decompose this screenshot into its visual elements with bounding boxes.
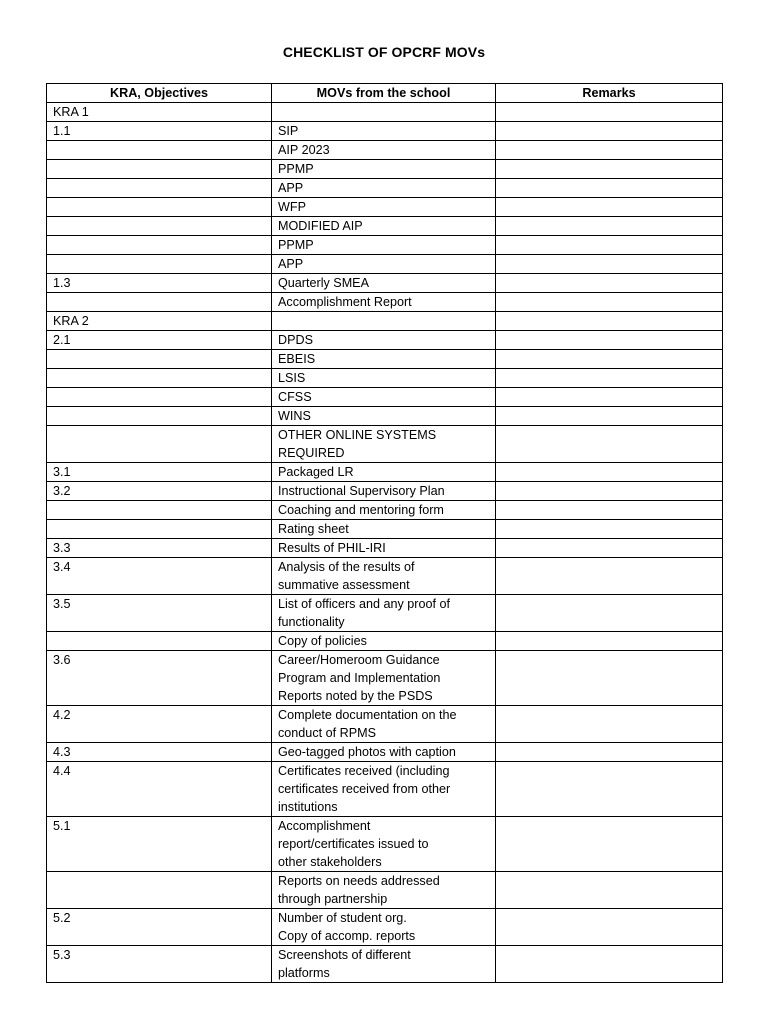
mov-text-line: platforms [278,966,330,980]
mov-cell [272,217,496,236]
remarks-cell [496,236,723,255]
kra-objective-cell: 5.3 [47,946,272,983]
mov-text-line: conduct of RPMS [278,726,376,740]
kra-objective-cell: 4.2 [47,706,272,743]
remarks-cell [496,407,723,426]
mov-text-line: other stakeholders [278,855,382,869]
mov-cell [272,407,496,426]
remarks-cell [496,946,723,983]
mov-cell [272,331,496,350]
remarks-cell [496,103,723,122]
table-row [47,872,723,909]
mov-cell [272,236,496,255]
mov-text-line: Results of PHIL-IRI [278,541,386,555]
kra-objective-cell: 3.4 [47,558,272,595]
mov-cell [272,293,496,312]
mov-text-line: Accomplishment Report [278,295,412,309]
mov-cell [272,179,496,198]
mov-text-line: LSIS [278,371,306,385]
table-row [47,762,723,817]
remarks-cell [496,743,723,762]
table-row [47,817,723,872]
table-row [47,369,723,388]
kra-objective-cell: 3.1 [47,463,272,482]
kra-objective-cell [47,520,272,539]
kra-objective-cell: KRA 2 [47,312,272,331]
table-row [47,160,723,179]
mov-text-line: CFSS [278,390,312,404]
table-header [47,84,723,103]
mov-cell [272,103,496,122]
kra-objective-cell [47,426,272,463]
table-row [47,198,723,217]
remarks-cell [496,651,723,706]
mov-text-line: WINS [278,409,311,423]
mov-cell [272,501,496,520]
kra-objective-cell [47,388,272,407]
mov-text-line: Reports on needs addressed [278,874,440,888]
kra-objective-cell [47,501,272,520]
mov-cell [272,520,496,539]
kra-objective-cell: 3.5 [47,595,272,632]
mov-cell [272,558,496,595]
table-row [47,293,723,312]
mov-text-line: Rating sheet [278,522,349,536]
kra-objective-cell [47,407,272,426]
mov-cell [272,141,496,160]
remarks-cell [496,501,723,520]
mov-text-line: REQUIRED [278,446,345,460]
table-row [47,909,723,946]
mov-cell [272,632,496,651]
mov-text-line: SIP [278,124,299,138]
mov-text-line: AIP 2023 [278,143,330,157]
kra-objective-cell [47,369,272,388]
mov-text-line: Complete documentation on the [278,708,457,722]
remarks-cell [496,558,723,595]
table-row [47,482,723,501]
mov-cell [272,872,496,909]
mov-text-line: APP [278,181,304,195]
kra-objective-cell [47,160,272,179]
kra-objective-cell [47,198,272,217]
remarks-cell [496,312,723,331]
mov-cell [272,198,496,217]
kra-objective-cell: 3.6 [47,651,272,706]
mov-text-line: Geo-tagged photos with caption [278,745,456,759]
mov-cell [272,817,496,872]
table-row [47,407,723,426]
remarks-cell [496,872,723,909]
remarks-cell [496,909,723,946]
mov-cell [272,909,496,946]
header-row [47,84,723,103]
table-row [47,179,723,198]
mov-cell [272,651,496,706]
kra-objective-cell: 3.3 [47,539,272,558]
remarks-cell [496,762,723,817]
mov-text-line: PPMP [278,238,314,252]
mov-cell [272,312,496,331]
kra-objective-cell: 4.4 [47,762,272,817]
table-row [47,312,723,331]
table-row [47,274,723,293]
kra-objective-cell [47,217,272,236]
mov-text-line: Certificates received (including [278,764,450,778]
kra-objective-cell: 5.2 [47,909,272,946]
remarks-cell [496,293,723,312]
remarks-cell [496,426,723,463]
remarks-cell [496,255,723,274]
mov-text-line [278,103,489,121]
mov-text-line: Program and Implementation [278,671,441,685]
kra-objective-cell [47,236,272,255]
mov-text-line: EBEIS [278,352,316,366]
remarks-cell [496,463,723,482]
mov-text-line: Packaged LR [278,465,354,479]
document-title: CHECKLIST OF OPCRF MOVs [282,44,486,60]
table-row [47,426,723,463]
mov-text-line: Instructional Supervisory Plan [278,484,445,498]
mov-cell [272,706,496,743]
remarks-cell [496,331,723,350]
mov-text-line: functionality [278,615,345,629]
remarks-cell [496,706,723,743]
table-row [47,255,723,274]
table-row [47,141,723,160]
mov-text-line: Copy of policies [278,634,367,648]
remarks-cell [496,179,723,198]
table-row [47,122,723,141]
mov-text-line: PPMP [278,162,314,176]
table-body [47,103,723,983]
kra-objective-cell [47,179,272,198]
mov-text-line: Number of student org. [278,911,407,925]
remarks-cell [496,595,723,632]
kra-objective-cell: 3.2 [47,482,272,501]
kra-objective-cell: 4.3 [47,743,272,762]
remarks-cell [496,388,723,407]
mov-text-line: Copy of accomp. reports [278,929,416,943]
mov-text-line [278,312,489,330]
remarks-cell [496,274,723,293]
mov-cell [272,946,496,983]
header-movs: MOVs from the school [272,84,496,103]
mov-cell [272,160,496,179]
table-row [47,706,723,743]
table-row [47,651,723,706]
remarks-cell [496,198,723,217]
mov-text-line: Analysis of the results of [278,560,415,574]
kra-objective-cell: 1.1 [47,122,272,141]
mov-text-line: Accomplishment [278,819,371,833]
mov-cell [272,595,496,632]
mov-cell [272,350,496,369]
mov-text-line: WFP [278,200,306,214]
mov-cell [272,122,496,141]
mov-text-line: Quarterly SMEA [278,276,369,290]
table-row [47,103,723,122]
mov-text-line: Career/Homeroom Guidance [278,653,440,667]
mov-text-line: certificates received from other [278,782,451,796]
mov-text-line: MODIFIED AIP [278,219,363,233]
kra-objective-cell: 2.1 [47,331,272,350]
mov-cell [272,426,496,463]
header-remarks: Remarks [496,84,723,103]
mov-cell [272,743,496,762]
kra-objective-cell: 1.3 [47,274,272,293]
kra-objective-cell [47,350,272,369]
mov-text-line: List of officers and any proof of [278,597,450,611]
remarks-cell [496,369,723,388]
kra-objective-cell [47,255,272,274]
remarks-cell [496,482,723,501]
mov-text-line: OTHER ONLINE SYSTEMS [278,428,437,442]
remarks-cell [496,122,723,141]
mov-text-line: Screenshots of different [278,948,411,962]
mov-cell [272,463,496,482]
table-row [47,520,723,539]
mov-text-line: report/certificates issued to [278,837,429,851]
remarks-cell [496,539,723,558]
checklist-table [46,83,723,983]
kra-objective-cell: 5.1 [47,817,272,872]
kra-objective-cell [47,632,272,651]
table-row [47,946,723,983]
table-row [47,350,723,369]
table-row [47,388,723,407]
table-row [47,539,723,558]
mov-cell [272,762,496,817]
remarks-cell [496,350,723,369]
table-row [47,217,723,236]
table-row [47,331,723,350]
remarks-cell [496,632,723,651]
mov-text-line: through partnership [278,892,388,906]
mov-cell [272,255,496,274]
table-row [47,595,723,632]
remarks-cell [496,217,723,236]
remarks-cell [496,160,723,179]
mov-text-line: Reports noted by the PSDS [278,689,433,703]
mov-cell [272,482,496,501]
kra-objective-cell [47,141,272,160]
kra-objective-cell [47,872,272,909]
table-row [47,558,723,595]
header-kra-objectives: KRA, Objectives [47,84,272,103]
mov-cell [272,274,496,293]
mov-cell [272,369,496,388]
mov-text-line: institutions [278,800,338,814]
kra-objective-cell: KRA 1 [47,103,272,122]
table-row [47,743,723,762]
mov-cell [272,388,496,407]
mov-text-line: DPDS [278,333,313,347]
table-row [47,236,723,255]
remarks-cell [496,520,723,539]
table-row [47,632,723,651]
remarks-cell [496,817,723,872]
table-row [47,501,723,520]
mov-text-line: APP [278,257,304,271]
remarks-cell [496,141,723,160]
table-row [47,463,723,482]
kra-objective-cell [47,293,272,312]
mov-text-line: Coaching and mentoring form [278,503,444,517]
mov-text-line: summative assessment [278,578,410,592]
mov-cell [272,539,496,558]
